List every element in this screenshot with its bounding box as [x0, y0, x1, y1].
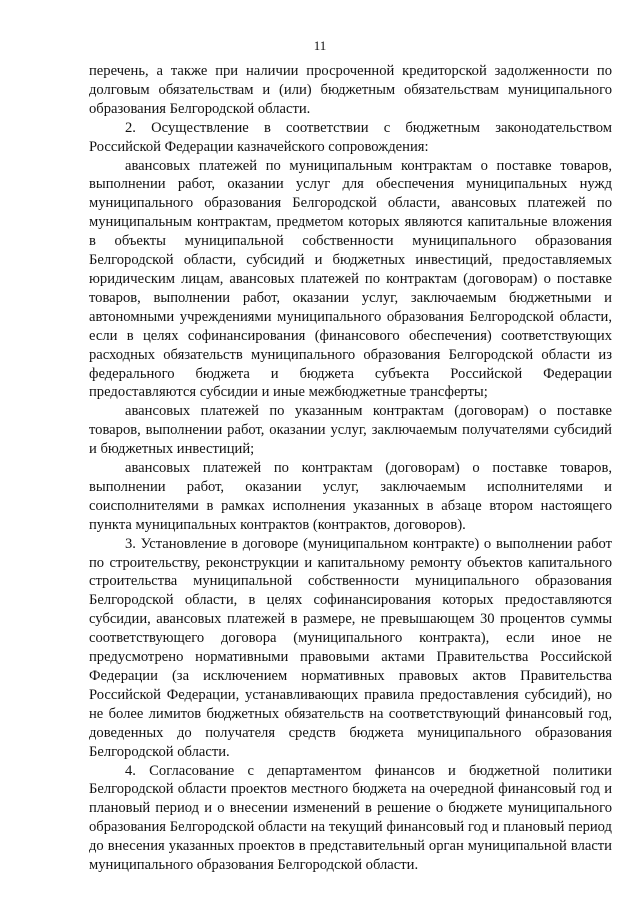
- paragraph-item-3: 3. Установление в договоре (муниципальном контракте) о выполнении работ по строительству, реконструкции и капитальному ремонту объектов капитального строительства муниципальной собственности муниципального образования Белгородской области, в целях софинансирования которых предоставляются субсидии, авансовых платежей в размере, не превышающем 30 процентов суммы соответствующего договора (муниципального контракта), если иное не предусмотрено нормативными правовыми актами Правительства Российской Федерации (за исключением нормативных правовых актов Правительства Российской Федерации, устанавливающих правила предоставления субсидий), но не более лимитов бюджетных обязательств на соответствующий финансовый год, доведенных до получателя средств бюджета муниципального образования Белгородской области.: [89, 535, 612, 760]
- paragraph-subitem-2: авансовых платежей по указанным контрактам (договорам) о поставке товаров, выполнении работ, оказании услуг, заключаемым получателями субсидий и бюджетных инвестиций;: [89, 403, 612, 458]
- document-body: [89, 62, 612, 875]
- paragraph-item-4: 4. Согласование с департаментом финансов и бюджетной политики Белгородской области проектов местного бюджета на очередной финансовый год и плановый период и о внесении изменений в решение о бюджете муниципального образования Белгородской области на текущий финансовый год и плановый период до внесения указанных проектов в представительный орган муниципальной власти муниципального образования Белгородской области.: [89, 762, 612, 874]
- paragraph-item-2: 2. Осуществление в соответствии с бюджетным законодательством Российской Федерации казначейского сопровождения:: [89, 119, 612, 155]
- page-number: 11: [313, 38, 327, 53]
- paragraph-subitem-1: авансовых платежей по муниципальным контрактам о поставке товаров, выполнении работ, оказании услуг для обеспечения муниципальных нужд муниципального образования Белгородской области, авансовых платежей по муниципальным контрактам, предметом которых являются капитальные вложения в объекты муниципальной собственности муниципального образования Белгородской области, субсидий и бюджетных инвестиций, предоставляемых юридическим лицам, авансовых платежей по контрактам (договорам) о поставке товаров, выполнении работ, оказании услуг, заключаемым бюджетными и автономными учреждениями муниципального образования Белгородской области, если в целях софинансирования (финансового обеспечения) соответствующих расходных обязательств муниципального образования Белгородской области из федерального бюджета и бюджета субъекта Российской Федерации предоставляются субсидии и иные межбюджетные трансферты;: [89, 157, 612, 401]
- paragraph-continuation: перечень, а также при наличии просроченной кредиторской задолженности по долговым обязательствам и (или) бюджетным обязательствам муниципального образования Белгородской области.: [89, 63, 612, 117]
- paragraph-subitem-3: авансовых платежей по контрактам (договорам) о поставке товаров, выполнении работ, оказании услуг, заключаемым исполнителями и соисполнителями в рамках исполнения указанных в абзаце втором настоящего пункта муниципальных контрактов (контрактов, договоров).: [89, 460, 612, 533]
